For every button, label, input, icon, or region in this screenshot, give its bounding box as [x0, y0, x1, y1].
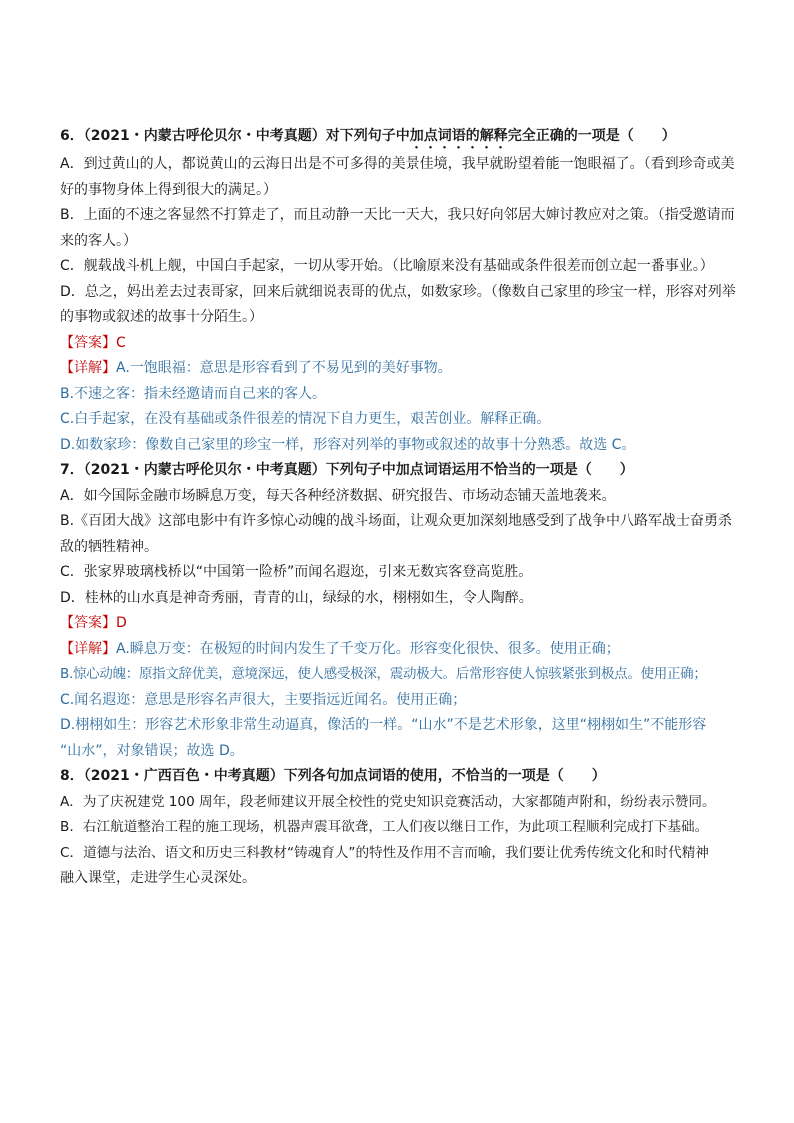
q6-explanation-d: D.如数家珍：像数自己家里的珍宝一样，形容对列举的事物或叙述的故事十分熟悉。故选 C。 — [60, 436, 636, 453]
q7-option-b-line1: B.《百团大战》这部电影中有许多惊心动魄的战斗场面，让观众更加深刻地感受到了战争中八路军战士奋勇杀 — [60, 513, 733, 529]
q6-stem-post: 完全正确的一项是（ ） — [507, 128, 676, 144]
q7-option-b-line2: 敌的牺牲精神。 — [60, 538, 158, 555]
q7-explanation-a-text: A.瞬息万变：在极短的时间内发生了千变万化。形容变化很快、很多。使用正确； — [116, 640, 620, 657]
q6-stem-pre: 6．（2021・内蒙古呼伦贝尔・中考真题）对下列句子中 — [60, 128, 410, 144]
q6-option-b-line1: B．上面的不速之客显然不打算走了，而且动静一天比一天大，我只好向邻居大婶讨教应对之策。（指受邀请而 — [60, 207, 735, 223]
q7-explanation-d-text4: ，对象错误；故选 D。 — [102, 742, 244, 759]
q7-explanation-label: 【详解】 — [60, 640, 116, 657]
q6-option-c: C．舰载战斗机上舰，中国白手起家，一切从零开始。（比喻原来没有基础或条件很差而创立起一番事业。） — [60, 258, 714, 274]
q7-option-d: D．桂林的山水真是神奇秀丽，青青的山，绿绿的水，栩栩如生，令人陶醉。 — [60, 589, 533, 606]
q6-stem — [60, 124, 740, 152]
q7-explanation-d-line1 — [60, 713, 740, 739]
q7-explanation-d-text3: “山水” — [60, 742, 103, 759]
q6-option-b-line2: 来的客人。） — [60, 232, 137, 249]
q7-stem: 7．（2021・内蒙古呼伦贝尔・中考真题）下列句子中加点词语运用不恰当的一项是（ ） — [60, 462, 634, 478]
q8-option-c-line2: 融入课堂，走进学生心灵深处。 — [60, 870, 256, 886]
q6-explanation-a-text: A.一饱眼福：意思是形容看到了不易见到的美好事物。 — [116, 360, 452, 376]
q6-answer-value: C — [116, 334, 126, 351]
q7-explanation-c: C.闻名遐迩：意思是形容名声很大，主要指远近闻名。使用正确； — [60, 691, 467, 708]
q7-answer — [60, 611, 740, 637]
q7-explanation-d-line2 — [60, 739, 740, 765]
document-page — [60, 124, 740, 892]
q6-explanation-label: 【详解】 — [60, 360, 116, 376]
q7-explanation-a — [60, 637, 740, 663]
q6-stem-dotted: 加点词语的解释 — [409, 128, 508, 144]
q7-answer-value: D — [116, 615, 127, 631]
q7-explanation-d-text1: D.栩栩如生：形容艺术形象非常生动逼真，像活的一样。 — [60, 717, 412, 733]
q6-option-d-line1: D．总之，妈出差去过表哥家，回来后就细说表哥的优点，如数家珍。（像数自己家里的珍宝一样，形容对列举 — [60, 283, 736, 300]
q8-option-a: A．为了庆祝建党 100 周年，段老师建议开展全校性的党史知识竞赛活动，大家都随声附和，纷纷表示赞同。 — [60, 793, 716, 810]
q6-option-a-line2: 好的事物身体上得到很大的满足。） — [60, 181, 277, 198]
q7-explanation-d-text2: “山水”不是艺术形象，这里“栩栩如生”不能形容 — [411, 717, 707, 733]
q8-option-c-line1: C．道德与法治、语文和历史三科教材“铸魂育人”的特性及作用不言而喻，我们要让优秀传统文化和时代精神 — [60, 844, 709, 861]
q6-answer-label: 【答案】 — [60, 334, 116, 351]
q7-option-c: C．张家界玻璃栈桥以“中国第一险桥”而闻名遐迩，引来无数宾客登高览胜。 — [60, 564, 533, 580]
q7-explanation-b: B.惊心动魄：原指文辞优美，意境深远，使人感受极深，震动极大。后常形容使人惊骇紧张到极点。使用正确； — [60, 666, 707, 682]
q6-explanation-c: C.白手起家，在没有基础或条件很差的情况下自力更生，艰苦创业。解释正确。 — [60, 411, 551, 427]
q6-explanation-a — [60, 356, 740, 382]
q7-option-a: A．如今国际金融市场瞬息万变，每天各种经济数据、研究报告、市场动态铺天盖地袭来。 — [60, 487, 616, 504]
q6-option-d-line2: 的事物或叙述的故事十分陌生。） — [60, 309, 263, 325]
q8-stem: 8．（2021・广西百色・中考真题）下列各句加点词语的使用，不恰当的一项是（ ） — [60, 768, 606, 784]
q6-answer — [60, 331, 740, 357]
q6-option-a-line1: A．到过黄山的人，都说黄山的云海日出是不可多得的美景佳境，我早就盼望着能一饱眼福了。（看到珍奇或美 — [60, 156, 735, 172]
q7-answer-label: 【答案】 — [60, 615, 116, 631]
q8-option-b: B．右江航道整治工程的施工现场，机器声震耳欲聋，工人们夜以继日工作，为此项工程顺利完成打下基础。 — [60, 819, 709, 835]
q6-explanation-b: B.不速之客：指未经邀请而自己来的客人。 — [60, 385, 327, 402]
